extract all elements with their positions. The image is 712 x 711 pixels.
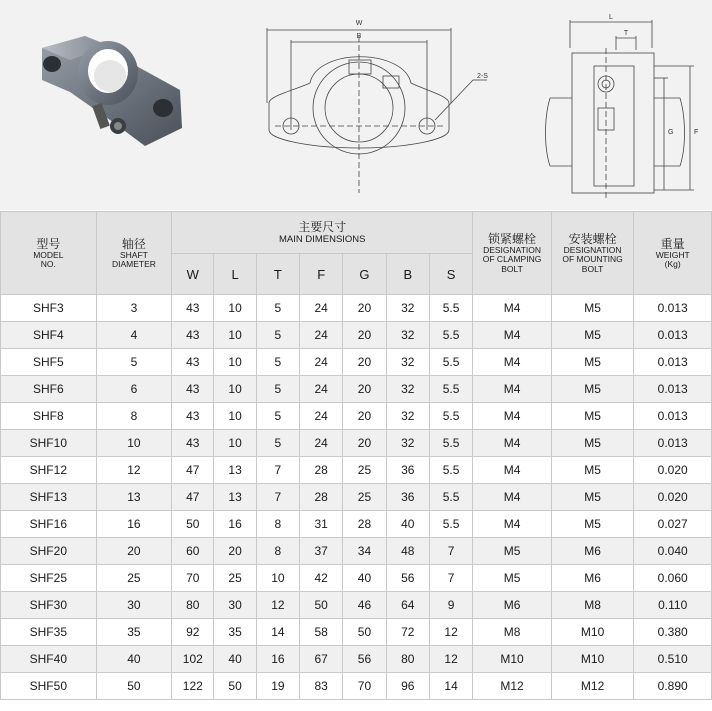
cell-b: 32 <box>386 322 429 349</box>
cell-model: SHF6 <box>1 376 97 403</box>
side-view-drawing <box>540 8 710 203</box>
cell-model: SHF35 <box>1 619 97 646</box>
cell-model: SHF16 <box>1 511 97 538</box>
cell-model: SHF30 <box>1 592 97 619</box>
cell-s: 5.5 <box>429 322 472 349</box>
header-dim-w: W <box>172 254 214 295</box>
cell-s: 5.5 <box>429 295 472 322</box>
cell-model: SHF5 <box>1 349 97 376</box>
cell-model: SHF50 <box>1 673 97 700</box>
cell-t: 5 <box>256 430 299 457</box>
cell-mounting-bolt: M5 <box>551 376 634 403</box>
cell-t: 19 <box>256 673 299 700</box>
cell-clamping-bolt: M12 <box>473 673 552 700</box>
cell-s: 7 <box>429 538 472 565</box>
cell-mounting-bolt: M8 <box>551 592 634 619</box>
dim-label-s: 2-S <box>477 73 488 80</box>
cell-clamping-bolt: M8 <box>473 619 552 646</box>
cell-t: 7 <box>256 457 299 484</box>
cell-s: 9 <box>429 592 472 619</box>
cell-clamping-bolt: M4 <box>473 349 552 376</box>
table-row <box>1 646 712 673</box>
cell-shaft-diameter: 8 <box>96 403 172 430</box>
cell-mounting-bolt: M6 <box>551 538 634 565</box>
cell-t: 5 <box>256 322 299 349</box>
cell-f: 24 <box>300 403 343 430</box>
cell-weight: 0.020 <box>634 457 712 484</box>
cell-w: 47 <box>172 484 214 511</box>
product-photo <box>30 28 200 168</box>
cell-weight: 0.013 <box>634 349 712 376</box>
front-view-drawing <box>255 8 495 203</box>
cell-b: 32 <box>386 430 429 457</box>
cell-f: 24 <box>300 322 343 349</box>
cell-l: 30 <box>214 592 256 619</box>
cell-l: 35 <box>214 619 256 646</box>
cell-l: 40 <box>214 646 256 673</box>
cell-w: 43 <box>172 322 214 349</box>
cell-g: 28 <box>343 511 386 538</box>
cell-shaft-diameter: 4 <box>96 322 172 349</box>
cell-f: 37 <box>300 538 343 565</box>
cell-f: 50 <box>300 592 343 619</box>
cell-f: 24 <box>300 430 343 457</box>
cell-t: 12 <box>256 592 299 619</box>
cell-l: 10 <box>214 322 256 349</box>
cell-g: 50 <box>343 619 386 646</box>
cell-weight: 0.380 <box>634 619 712 646</box>
cell-clamping-bolt: M4 <box>473 484 552 511</box>
cell-weight: 0.013 <box>634 430 712 457</box>
cell-w: 92 <box>172 619 214 646</box>
cell-clamping-bolt: M4 <box>473 430 552 457</box>
cell-model: SHF3 <box>1 295 97 322</box>
cell-f: 28 <box>300 457 343 484</box>
cell-clamping-bolt: M5 <box>473 538 552 565</box>
cell-w: 43 <box>172 349 214 376</box>
dim-label-t: T <box>623 30 629 37</box>
cell-g: 34 <box>343 538 386 565</box>
cell-shaft-diameter: 50 <box>96 673 172 700</box>
dim-label-g: G <box>668 129 674 136</box>
cell-t: 14 <box>256 619 299 646</box>
cell-f: 28 <box>300 484 343 511</box>
table-row <box>1 430 712 457</box>
cell-w: 122 <box>172 673 214 700</box>
cell-t: 5 <box>256 403 299 430</box>
header-dim-b: B <box>386 254 429 295</box>
cell-w: 43 <box>172 295 214 322</box>
cell-l: 20 <box>214 538 256 565</box>
cell-g: 56 <box>343 646 386 673</box>
cell-b: 64 <box>386 592 429 619</box>
cell-shaft-diameter: 16 <box>96 511 172 538</box>
cell-mounting-bolt: M5 <box>551 457 634 484</box>
cell-model: SHF8 <box>1 403 97 430</box>
cell-g: 20 <box>343 430 386 457</box>
cell-clamping-bolt: M4 <box>473 511 552 538</box>
cell-clamping-bolt: M5 <box>473 565 552 592</box>
cell-mounting-bolt: M10 <box>551 646 634 673</box>
cell-weight: 0.027 <box>634 511 712 538</box>
cell-weight: 0.890 <box>634 673 712 700</box>
table-row <box>1 592 712 619</box>
cell-s: 5.5 <box>429 376 472 403</box>
cell-g: 20 <box>343 376 386 403</box>
specification-table <box>0 211 712 700</box>
cell-b: 36 <box>386 484 429 511</box>
cell-g: 40 <box>343 565 386 592</box>
header-dim-l: L <box>214 254 256 295</box>
cell-weight: 0.040 <box>634 538 712 565</box>
cell-clamping-bolt: M4 <box>473 322 552 349</box>
cell-f: 67 <box>300 646 343 673</box>
table-body <box>1 295 712 700</box>
cell-b: 32 <box>386 403 429 430</box>
cell-t: 5 <box>256 295 299 322</box>
cell-shaft-diameter: 20 <box>96 538 172 565</box>
cell-g: 20 <box>343 403 386 430</box>
cell-t: 5 <box>256 376 299 403</box>
cell-s: 5.5 <box>429 484 472 511</box>
table-row <box>1 457 712 484</box>
cell-t: 5 <box>256 349 299 376</box>
cell-w: 50 <box>172 511 214 538</box>
cell-mounting-bolt: M5 <box>551 403 634 430</box>
cell-weight: 0.013 <box>634 376 712 403</box>
cell-shaft-diameter: 35 <box>96 619 172 646</box>
cell-s: 5.5 <box>429 457 472 484</box>
cell-b: 96 <box>386 673 429 700</box>
cell-s: 7 <box>429 565 472 592</box>
header-model: 型号 MODEL NO. <box>1 212 97 295</box>
cell-b: 48 <box>386 538 429 565</box>
header-weight: 重量 WEIGHT (Kg) <box>634 212 712 295</box>
cell-mounting-bolt: M5 <box>551 484 634 511</box>
cell-shaft-diameter: 12 <box>96 457 172 484</box>
table-row <box>1 565 712 592</box>
cell-shaft-diameter: 25 <box>96 565 172 592</box>
cell-mounting-bolt: M5 <box>551 349 634 376</box>
cell-g: 20 <box>343 349 386 376</box>
cell-l: 10 <box>214 349 256 376</box>
cell-b: 40 <box>386 511 429 538</box>
cell-s: 12 <box>429 646 472 673</box>
cell-l: 16 <box>214 511 256 538</box>
cell-t: 16 <box>256 646 299 673</box>
cell-mounting-bolt: M10 <box>551 619 634 646</box>
cell-shaft-diameter: 13 <box>96 484 172 511</box>
cell-model: SHF12 <box>1 457 97 484</box>
cell-f: 42 <box>300 565 343 592</box>
cell-t: 7 <box>256 484 299 511</box>
dim-label-w: W <box>355 20 363 27</box>
cell-s: 5.5 <box>429 403 472 430</box>
cell-weight: 0.020 <box>634 484 712 511</box>
cell-g: 25 <box>343 457 386 484</box>
cell-mounting-bolt: M5 <box>551 295 634 322</box>
cell-g: 46 <box>343 592 386 619</box>
cell-b: 56 <box>386 565 429 592</box>
cell-model: SHF25 <box>1 565 97 592</box>
cell-f: 83 <box>300 673 343 700</box>
dim-label-b: B <box>356 33 362 40</box>
cell-weight: 0.110 <box>634 592 712 619</box>
cell-w: 80 <box>172 592 214 619</box>
cell-weight: 0.013 <box>634 295 712 322</box>
header-dim-t: T <box>256 254 299 295</box>
cell-b: 80 <box>386 646 429 673</box>
cell-model: SHF40 <box>1 646 97 673</box>
cell-f: 24 <box>300 295 343 322</box>
cell-shaft-diameter: 5 <box>96 349 172 376</box>
table-row <box>1 403 712 430</box>
cell-g: 70 <box>343 673 386 700</box>
cell-mounting-bolt: M5 <box>551 430 634 457</box>
header-dim-f: F <box>300 254 343 295</box>
header-mounting-bolt: 安装螺栓 DESIGNATION OF MOUNTING BOLT <box>551 212 634 295</box>
cell-weight: 0.060 <box>634 565 712 592</box>
table-row <box>1 484 712 511</box>
cell-w: 47 <box>172 457 214 484</box>
cell-shaft-diameter: 3 <box>96 295 172 322</box>
cell-w: 60 <box>172 538 214 565</box>
table-row <box>1 673 712 700</box>
cell-l: 10 <box>214 430 256 457</box>
cell-f: 24 <box>300 349 343 376</box>
table-row <box>1 619 712 646</box>
table-row <box>1 511 712 538</box>
cell-s: 12 <box>429 619 472 646</box>
cell-s: 14 <box>429 673 472 700</box>
cell-l: 50 <box>214 673 256 700</box>
cell-clamping-bolt: M10 <box>473 646 552 673</box>
cell-b: 32 <box>386 376 429 403</box>
cell-s: 5.5 <box>429 430 472 457</box>
cell-l: 10 <box>214 376 256 403</box>
cell-w: 43 <box>172 403 214 430</box>
cell-b: 72 <box>386 619 429 646</box>
cell-l: 13 <box>214 484 256 511</box>
cell-s: 5.5 <box>429 511 472 538</box>
cell-model: SHF13 <box>1 484 97 511</box>
cell-l: 13 <box>214 457 256 484</box>
cell-l: 10 <box>214 403 256 430</box>
cell-b: 32 <box>386 295 429 322</box>
cell-shaft-diameter: 40 <box>96 646 172 673</box>
cell-clamping-bolt: M4 <box>473 457 552 484</box>
cell-f: 58 <box>300 619 343 646</box>
header-shaft-diameter: 轴径 SHAFT DIAMETER <box>96 212 172 295</box>
cell-g: 20 <box>343 322 386 349</box>
cell-clamping-bolt: M4 <box>473 403 552 430</box>
cell-t: 8 <box>256 511 299 538</box>
cell-w: 70 <box>172 565 214 592</box>
cell-shaft-diameter: 6 <box>96 376 172 403</box>
cell-mounting-bolt: M12 <box>551 673 634 700</box>
table-row <box>1 322 712 349</box>
cell-clamping-bolt: M6 <box>473 592 552 619</box>
cell-l: 10 <box>214 295 256 322</box>
dim-label-l: L <box>609 14 613 21</box>
cell-l: 25 <box>214 565 256 592</box>
header-dim-s: S <box>429 254 472 295</box>
cell-mounting-bolt: M5 <box>551 322 634 349</box>
header-main-dimensions: 主要尺寸 MAIN DIMENSIONS <box>172 212 473 254</box>
table-row <box>1 376 712 403</box>
cell-model: SHF4 <box>1 322 97 349</box>
cell-s: 5.5 <box>429 349 472 376</box>
cell-shaft-diameter: 30 <box>96 592 172 619</box>
cell-clamping-bolt: M4 <box>473 376 552 403</box>
cell-model: SHF20 <box>1 538 97 565</box>
header-clamping-bolt: 锁紧螺栓 DESIGNATION OF CLAMPING BOLT <box>473 212 552 295</box>
table-row <box>1 349 712 376</box>
cell-model: SHF10 <box>1 430 97 457</box>
header-dim-g: G <box>343 254 386 295</box>
product-illustration-area <box>0 0 712 210</box>
cell-b: 36 <box>386 457 429 484</box>
cell-f: 31 <box>300 511 343 538</box>
cell-clamping-bolt: M4 <box>473 295 552 322</box>
cell-mounting-bolt: M5 <box>551 511 634 538</box>
cell-weight: 0.013 <box>634 403 712 430</box>
cell-t: 10 <box>256 565 299 592</box>
cell-g: 20 <box>343 295 386 322</box>
cell-t: 8 <box>256 538 299 565</box>
table-row <box>1 538 712 565</box>
cell-b: 32 <box>386 349 429 376</box>
dim-label-f: F <box>694 129 699 136</box>
cell-w: 43 <box>172 376 214 403</box>
cell-f: 24 <box>300 376 343 403</box>
cell-w: 102 <box>172 646 214 673</box>
cell-w: 43 <box>172 430 214 457</box>
cell-shaft-diameter: 10 <box>96 430 172 457</box>
cell-weight: 0.013 <box>634 322 712 349</box>
table-row <box>1 295 712 322</box>
cell-g: 25 <box>343 484 386 511</box>
cell-weight: 0.510 <box>634 646 712 673</box>
cell-mounting-bolt: M6 <box>551 565 634 592</box>
